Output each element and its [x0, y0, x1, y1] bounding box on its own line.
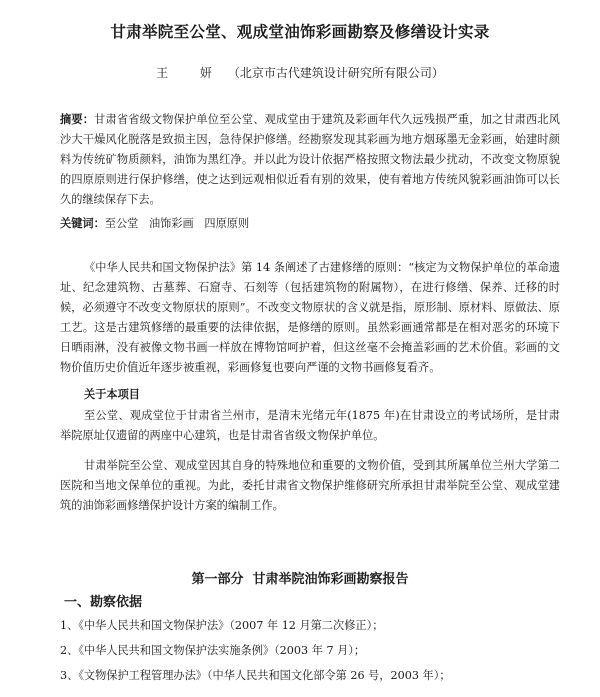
reference-list — [60, 613, 570, 688]
part-title: 第一部分 甘肃举院油饰彩画勘察报告 — [191, 572, 409, 587]
abstract-text: 甘肃省省级文物保护单位至公堂、观成堂由于建筑及彩画年代久远残损严重，加之甘肃西北风沙大干燥风化脱落是致损主因，急待保护修缮。经勘察发现其彩画为地方烟琢墨无金彩画，始建时颜料为传统矿物质颜料，油饰为黑红净。并以此为设计依据严格按照文物法最少扰动，不改变文物原貌的四原原则进行保护修缮，使之达到远观相似近看有别的效果，使有着地方传统风貌彩画油饰可以长久的继续保存下去。 — [60, 113, 560, 206]
keywords — [60, 215, 249, 231]
reference-item: 2、《中华人民共和国文物保护法实施条例》（2003 年 7 月）； — [60, 644, 366, 657]
author-line — [0, 64, 600, 81]
section-title: 一、勘察依据 — [64, 595, 143, 610]
abstract — [60, 109, 560, 210]
keywords-text: 至公堂 油饰彩画 四原原则 — [104, 217, 250, 230]
keywords-label: 关键词： — [60, 216, 105, 230]
paper-title: 甘肃举院至公堂、观成堂油饰彩画勘察及修缮设计实录 — [110, 22, 490, 41]
project-heading: 关于本项目 — [84, 387, 140, 401]
abstract-label: 摘要： — [60, 112, 95, 126]
author-name: 王 妍 — [156, 66, 226, 80]
body-paragraph-3: 甘肃举院至公堂、观成堂因其自身的特殊地位和重要的文物价值，受到其所属单位兰州大学第二医院和当地文保单位的重视。为此，委托甘肃省文物保护维修研究所承担甘肃举院至公堂、观成堂建筑的油饰彩画修缮保护设计方案的编制工作。 — [60, 459, 560, 512]
reference-item: 1、《中华人民共和国文物保护法》（2007 年 12 月第二次修正）； — [60, 619, 384, 632]
reference-item: 3、《文物保护工程管理办法》（中华人民共和国文化部令第 26 号，2003 年）； — [60, 669, 451, 682]
author-affiliation: （北京市古代建筑设计研究所有限公司） — [227, 66, 444, 80]
body-paragraph-2: 至公堂、观成堂位于甘肃省兰州市，是清末光绪元年(1875 年)在甘肃设立的考试场所，是甘肃举院原址仅遗留的两座中心建筑，也是甘肃省省级文物保护单位。 — [60, 409, 560, 442]
body-paragraph-1: 《中华人民共和国文物保护法》第 14 条阐述了古建修缮的原则：“核定为文物保护单位的革命遗址、纪念建筑物、古墓葬、石窟寺、石刻等（包括建筑物的附属物），在进行修缮、保养、迁移的时候，必须遵守不改变文物原状的原则”。不改变文物原状的含义就是指，原形制、原材料、原做法、原工艺。这是古建筑修缮的最重要的法律依据，是修缮的原则。虽然彩画通常都是在相对恶劣的环境下日晒雨淋，没有被像文物书画一样放在博物馆呵护着，但这丝毫不会掩盖彩画的艺术价值。彩画的文物价值历史价值近年逐步被重视，彩画修复也要向严谨的文物书画修复看齐。 — [60, 261, 560, 374]
